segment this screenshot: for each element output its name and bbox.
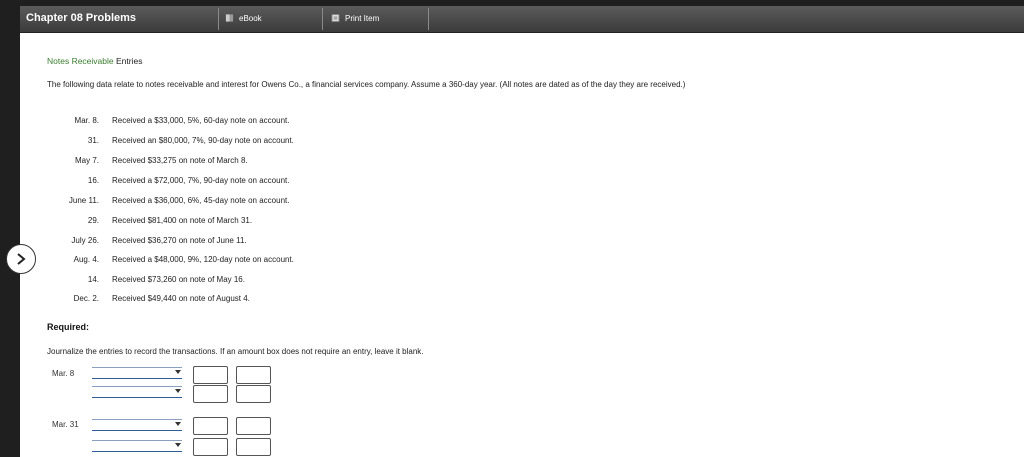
tab-ebook[interactable] xyxy=(225,13,262,23)
transaction-description: Received a $36,000, 6%, 45-day note on account. xyxy=(112,196,290,205)
tab-print-item[interactable] xyxy=(331,13,379,23)
credit-input[interactable] xyxy=(236,438,271,456)
transaction-description: Received $33,275 on note of March 8. xyxy=(112,156,248,165)
transaction-description: Received a $33,000, 5%, 60-day note on account. xyxy=(112,116,290,125)
transaction-description: Received $81,400 on note of March 31. xyxy=(112,216,253,225)
transaction-date: Dec. 2. xyxy=(73,294,99,303)
entry-date-label: Mar. 8 xyxy=(52,369,75,378)
entry-date-label: Mar. 31 xyxy=(52,420,79,429)
debit-input[interactable] xyxy=(193,366,228,384)
assignment-title: Chapter 08 Problems xyxy=(26,12,137,24)
dropdown-arrow-icon xyxy=(175,422,181,426)
transaction-date: May 7. xyxy=(74,156,99,165)
transaction-date: 14. xyxy=(87,275,99,284)
problem-subtitle xyxy=(47,56,142,66)
transaction-date: 29. xyxy=(87,216,99,225)
chevron-right-icon xyxy=(14,252,28,266)
expand-side-button[interactable] xyxy=(6,244,36,274)
dropdown-arrow-icon xyxy=(175,370,181,374)
transaction-description: Received $49,440 on note of August 4. xyxy=(112,294,250,303)
tab-print-item-label: Print Item xyxy=(345,13,380,23)
transaction-description: Received a $48,000, 9%, 120-day note on account. xyxy=(112,255,294,264)
debit-input[interactable] xyxy=(193,438,228,456)
transaction-date: July 26. xyxy=(71,236,99,245)
credit-input[interactable] xyxy=(236,366,271,384)
top-toolbar xyxy=(20,6,1024,33)
transaction-description: Received a $72,000, 7%, 90-day note on account. xyxy=(112,176,290,185)
credit-input[interactable] xyxy=(236,417,271,435)
subtitle-prefix: Notes Receivable xyxy=(47,56,114,66)
account-select[interactable] xyxy=(92,367,182,379)
subtitle-rest: Entries xyxy=(116,56,143,66)
transaction-date: 16. xyxy=(87,176,99,185)
dropdown-arrow-icon xyxy=(175,389,181,393)
transaction-description: Received $36,270 on note of June 11. xyxy=(112,236,247,245)
book-icon xyxy=(225,13,234,23)
transaction-description: Received an $80,000, 7%, 90-day note on account. xyxy=(112,136,294,145)
transaction-date: June 11. xyxy=(68,196,99,205)
dropdown-arrow-icon xyxy=(175,443,181,447)
problem-intro: The following data relate to notes receivable and interest for Owens Co., a financial services company. Assume a 360-day year. (All notes are dated as of the day they are received.) xyxy=(47,80,686,89)
debit-input[interactable] xyxy=(193,417,228,435)
transaction-date: Mar. 8. xyxy=(74,116,99,125)
account-select[interactable] xyxy=(92,386,182,398)
account-select[interactable] xyxy=(92,419,182,431)
credit-input[interactable] xyxy=(236,385,271,403)
tab-ebook-label: eBook xyxy=(239,13,262,23)
instruction-text: Journalize the entries to record the transactions. If an amount box does not require an entry, leave it blank. xyxy=(47,347,424,356)
transaction-date: 31. xyxy=(87,136,99,145)
transaction-date: Aug. 4. xyxy=(73,255,99,264)
account-select[interactable] xyxy=(92,440,182,452)
required-heading: Required: xyxy=(47,322,90,332)
problem-content xyxy=(20,33,1024,457)
print-icon xyxy=(331,13,340,23)
debit-input[interactable] xyxy=(193,385,228,403)
transaction-description: Received $73,260 on note of May 16. xyxy=(112,275,245,284)
